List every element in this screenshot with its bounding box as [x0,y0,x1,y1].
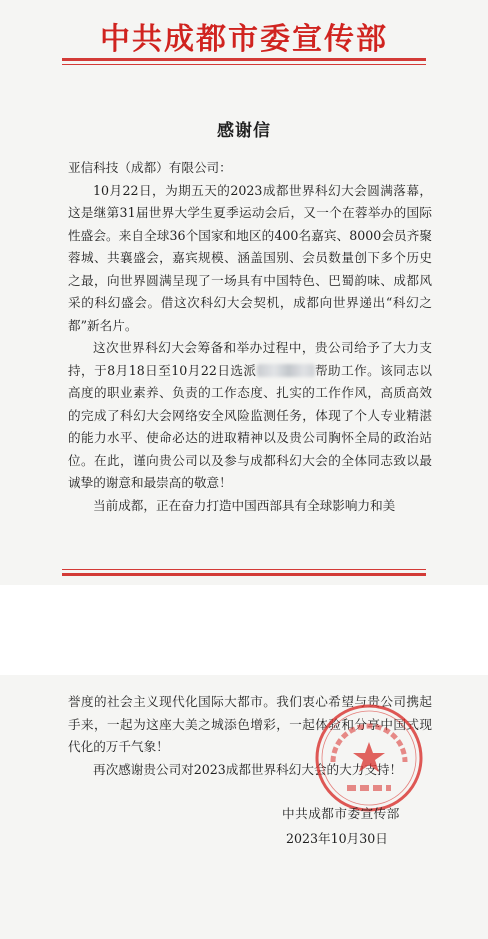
paragraph-3-start: 当前成都，正在奋力打造中国西部具有全球影响力和美 [93,497,396,513]
redacted-name [257,364,315,377]
letter-title: 感谢信 [217,121,271,141]
letterhead-org-name: 中共成都市委宣传部 [100,22,388,57]
letterhead-rule-thin [62,64,426,65]
page-gap [0,585,488,675]
official-seal [313,702,425,814]
paragraph-3-end: 誉度的社会主义现代化国际大都市。我们衷心希望与贵公司携起手来，一起为这座大美之城添色增彩，一起体验和分享中国式现代化的万千气象！ [68,694,432,754]
paragraph-1: 10月22日，为期五天的2023成都世界科幻大会圆满落幕，这是继第31届世界大学生夏季运动会后，又一个在蓉举办的国际性盛会。来自全球36个国家和地区的400名嘉宾、8000会员齐聚蓉城、共襄盛会，嘉宾规模、涵盖国别、会员数量创下多个历史之最，向世界圆满呈现了一场具有中国特色、巴蜀韵味、成都风采的科幻盛会。借这次科幻大会契机，成都向世界递出“科幻之都”新名片。 [68,182,432,333]
letterhead-rule-thick [62,58,426,61]
page-footer-rule-thin [62,569,426,570]
letter-body-page1 [68,157,432,517]
page-footer-rule-thick [62,573,426,576]
signature-org: 中共成都市委宣传部 [282,806,400,821]
salutation: 亚信科技（成都）有限公司： [68,160,232,175]
paragraph-4: 再次感谢贵公司对2023成都世界科幻大会的大力支持！ [93,761,403,777]
paragraph-2 [68,337,432,495]
signature-date: 2023年10月30日 [286,831,388,846]
paragraph-2-before: 这次世界科幻大会筹备和举办过程中，贵公司给予了大力支持，于8月18日至10月22日选派 [68,340,432,378]
paragraph-2-after: 帮助工作。该同志以高度的职业素养、负责的工作态度、扎实的工作作风，高质高效的完成了科幻大会网络安全风险监测任务，体现了个人专业精湛的能力水平、使命必达的进取精神以及贵公司胸怀全局的政治站位。在此，谨向贵公司以及参与成都科幻大会的全体同志致以最诚挚的谢意和最崇高的敬意！ [68,362,433,490]
